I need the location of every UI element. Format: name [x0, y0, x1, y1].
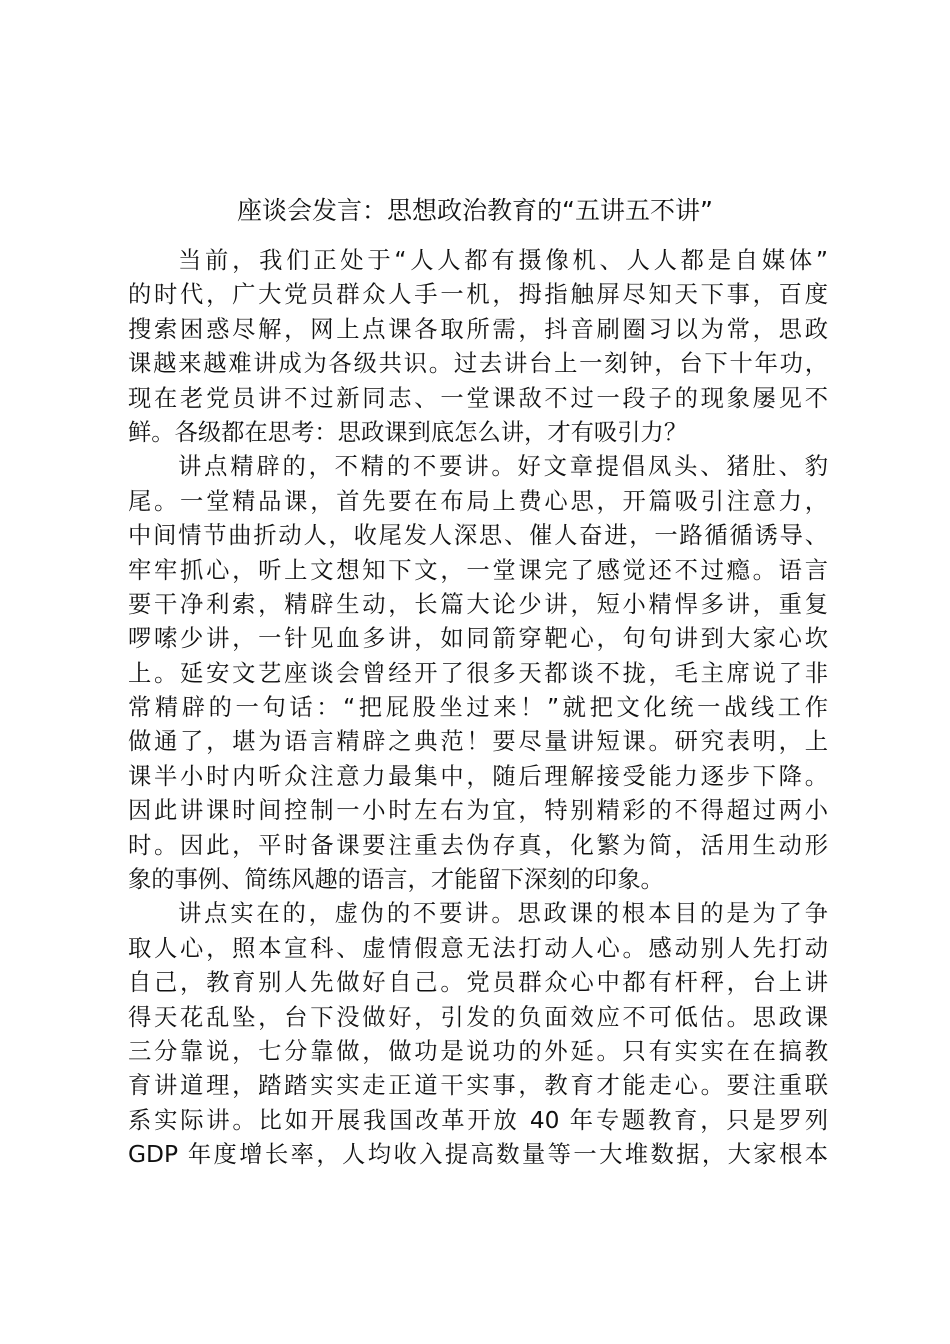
text-line: 常精辟的一句话：“把屁股坐过来！”就把文化统一战线工作: [128, 694, 828, 722]
text-line: 上。延安文艺座谈会曾经开了很多天都谈不拢，毛主席说了非: [128, 659, 828, 687]
text-line: 做通了，堪为语言精辟之典范！要尽量讲短课。研究表明，上: [128, 728, 828, 756]
text-line: 自己，教育别人先做好自己。党员群众心中都有杆秤，台上讲: [128, 969, 828, 997]
text-line: 讲点精辟的，不精的不要讲。好文章提倡凤头、猪肚、豹: [178, 453, 828, 481]
text-line: 牢牢抓心，听上文想知下文，一堂课完了感觉还不过瘾。语言: [128, 556, 828, 584]
text-line: 的时代，广大党员群众人手一机，拇指触屏尽知天下事，百度: [128, 281, 828, 309]
text-line: 鲜。各级都在思考：思政课到底怎么讲，才有吸引力？: [128, 418, 688, 446]
text-line: 要干净利索，精辟生动，长篇大论少讲，短小精悍多讲，重复: [128, 590, 828, 618]
text-line: 系实际讲。比如开展我国改革开放 40 年专题教育，只是罗列: [128, 1106, 828, 1134]
paragraph-intro: [128, 244, 828, 450]
text-line: 搜索困惑尽解，网上点课各取所需，抖音刷圈习以为常，思政: [128, 315, 828, 343]
text-line: 因此讲课时间控制一小时左右为宜，特别精彩的不得超过两小: [128, 797, 828, 825]
text-line: 得天花乱坠，台下没做好，引发的负面效应不可低估。思政课: [128, 1003, 828, 1031]
text-line: 时。因此，平时备课要注重去伪存真，化繁为简，活用生动形: [128, 831, 828, 859]
text-line: 中间情节曲折动人，收尾发人深思、催人奋进，一路循循诱导、: [128, 522, 828, 550]
text-line: 讲点实在的，虚伪的不要讲。思政课的根本目的是为了争: [178, 900, 828, 928]
text-line: 啰嗦少讲，一针见血多讲，如同箭穿靶心，句句讲到大家心坎: [128, 625, 828, 653]
text-line: 课半小时内听众注意力最集中，随后理解接受能力逐步下降。: [128, 762, 828, 790]
text-line: GDP 年度增长率，人均收入提高数量等一大堆数据，大家根本: [128, 1141, 828, 1169]
paragraph-practical: [128, 897, 828, 1172]
document-body: [128, 244, 828, 1173]
document-title: 座谈会发言：思想政治教育的“五讲五不讲”: [237, 196, 713, 225]
paragraph-concise: [128, 450, 828, 897]
text-line: 现在老党员讲不过新同志、一堂课敌不过一段子的现象屡见不: [128, 384, 828, 412]
text-line: 当前，我们正处于“人人都有摄像机、人人都是自媒体”: [178, 247, 828, 274]
text-line: 三分靠说，七分靠做，做功是说功的外延。只有实实在在搞教: [128, 1037, 828, 1065]
text-line: 课越来越难讲成为各级共识。过去讲台上一刻钟，台下十年功，: [128, 350, 828, 378]
text-line: 尾。一堂精品课，首先要在布局上费心思，开篇吸引注意力，: [128, 487, 828, 515]
text-line: 育讲道理，踏踏实实走正道干实事，教育才能走心。要注重联: [128, 1072, 828, 1100]
text-line: 取人心，照本宣科、虚情假意无法打动人心。感动别人先打动: [128, 934, 828, 962]
text-line: 象的事例、简练风趣的语言，才能留下深刻的印象。: [128, 866, 664, 894]
